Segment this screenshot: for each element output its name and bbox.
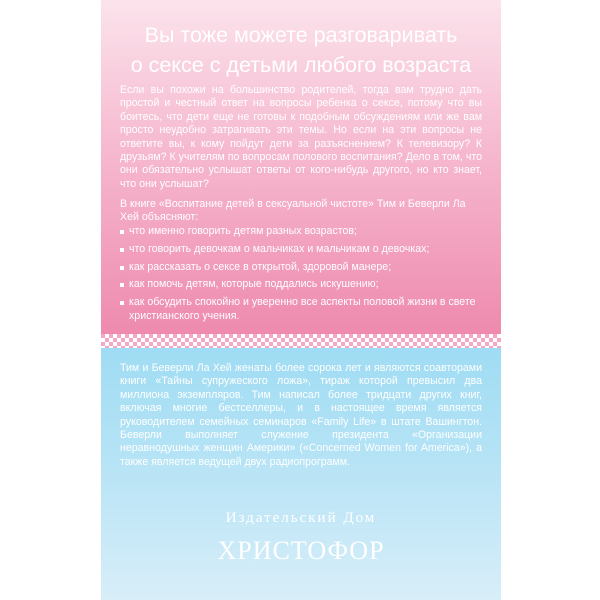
checkered-divider — [101, 334, 501, 348]
headline — [101, 20, 501, 80]
bullet-list — [120, 225, 482, 327]
list-item: что именно говорить детям разных возрастов; — [120, 225, 482, 238]
authors-paragraph: Тим и Беверли Ла Хей женаты более сорока лет и являются соавторами книги «Тайны супружеского ложа», тираж которой превысил два миллиона экземпляров. Тим написал более тридцати других книг, включая многие бестселлеры, и в настоящее время является руководителем семейных семинаров «Family Life» в штате Вашингтон. Беверли выполняет служение президента «Организации неравнодушных женщин Америки» («Concerned Women for America»), а также является ведущей двух радиопрограмм. — [120, 362, 482, 468]
list-item: как рассказать о сексе в открытой, здоровой манере; — [120, 261, 482, 274]
list-item: как обсудить спокойно и уверенно все аспекты половой жизни в свете христианского учения. — [120, 296, 482, 323]
publisher-name: ХРИСТОФОР — [217, 536, 385, 565]
book-back-cover — [101, 0, 501, 600]
publisher-label: Издательский Дом — [225, 510, 377, 526]
list-item: что говорить девочкам о мальчиках и мальчикам о девочках; — [120, 243, 482, 256]
lead-paragraph: В книге «Воспитание детей в сексуальной чистоте» Тим и Беверли Ла Хей объясняют: — [120, 198, 466, 224]
list-item: как помочь детям, которые поддались искушению; — [120, 278, 482, 291]
intro-paragraph: Если вы похожи на большинство родителей, тогда вам трудно дать простой и честный ответ на вопросы ребенка о сексе, потому что вы боитесь, что дети еще не готовы к подобным обсуждениям или же вам просто неудобно затрагивать эти темы. Но если на эти вопросы не ответите вы, к кому пойдут дети за разъяснением? К телевизору? К друзьям? К учителям по вопросам полового воспитания? Дело в том, что они обязательно услышат ответы от кого-нибудь другого, но кто знает, что они услышат? — [120, 84, 482, 190]
headline-line-2: о сексе с детьми любого возраста — [130, 53, 472, 77]
headline-line-1: Вы тоже можете разговаривать — [144, 23, 458, 47]
